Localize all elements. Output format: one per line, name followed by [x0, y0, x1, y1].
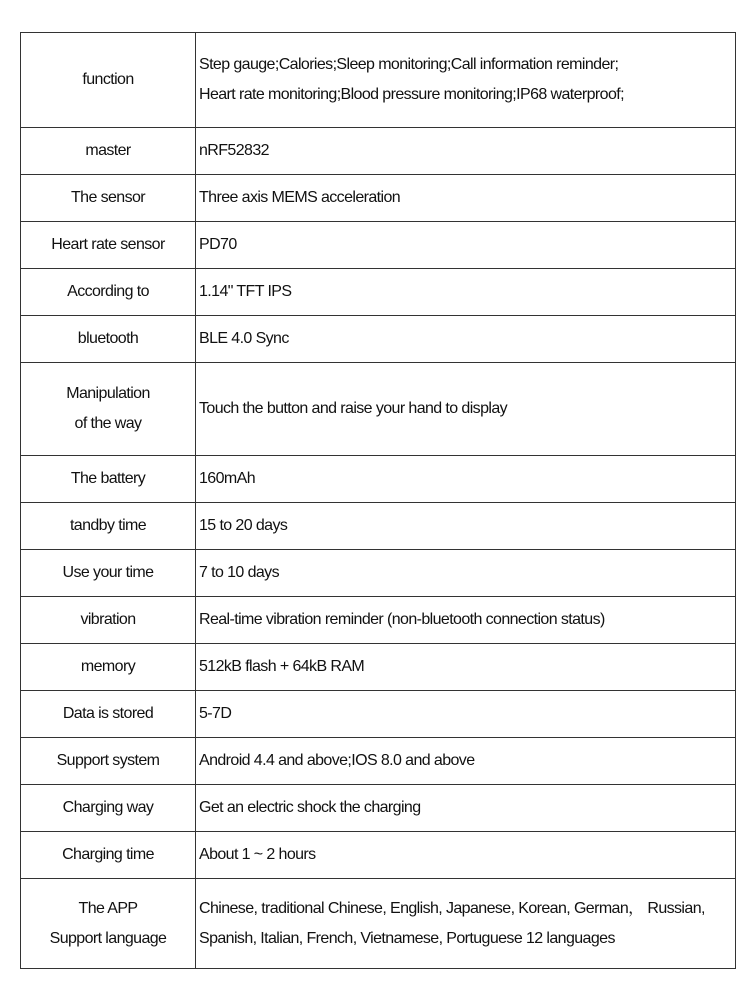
spec-value-cell	[196, 128, 736, 175]
spec-row	[21, 550, 736, 597]
spec-row	[21, 363, 736, 456]
spec-label: memory	[80, 658, 136, 675]
spec-value-cell	[196, 456, 736, 503]
spec-label: Use your time	[62, 564, 154, 581]
spec-label-cell	[21, 363, 196, 456]
spec-value: Real-time vibration reminder (non-bluetooth connection status)	[199, 611, 605, 628]
spec-value: Touch the button and raise your hand to display	[199, 400, 508, 417]
spec-row	[21, 503, 736, 550]
spec-value-cell	[196, 644, 736, 691]
spec-value-cell	[196, 691, 736, 738]
spec-label-cell	[21, 222, 196, 269]
spec-value-cell	[196, 550, 736, 597]
spec-value: nRF52832	[199, 142, 269, 159]
spec-label-cell	[21, 879, 196, 969]
spec-value-cell	[196, 222, 736, 269]
spec-label: Manipulation	[66, 385, 150, 402]
spec-row	[21, 222, 736, 269]
spec-row	[21, 128, 736, 175]
spec-label-cell	[21, 175, 196, 222]
spec-label: Heart rate sensor	[51, 236, 165, 253]
spec-row	[21, 832, 736, 879]
spec-row	[21, 269, 736, 316]
spec-value: Android 4.4 and above;IOS 8.0 and above	[199, 752, 475, 769]
spec-value: 160mAh	[199, 470, 255, 487]
spec-row	[21, 879, 736, 969]
spec-label-cell	[21, 503, 196, 550]
spec-value-cell	[196, 175, 736, 222]
spec-value: About 1 ~ 2 hours	[199, 846, 316, 863]
spec-label: The APP	[78, 899, 138, 917]
spec-value: 512kB flash + 64kB RAM	[199, 658, 365, 675]
spec-value-cell	[196, 597, 736, 644]
spec-value: Get an electric shock the charging	[199, 799, 421, 816]
spec-label: function	[82, 71, 134, 88]
spec-row	[21, 316, 736, 363]
spec-value: 1.14" TFT IPS	[199, 283, 292, 300]
spec-label-cell	[21, 785, 196, 832]
spec-table	[20, 32, 736, 969]
spec-value: 5-7D	[199, 705, 232, 722]
spec-value: Heart rate monitoring;Blood pressure monitoring;IP68 waterproof;	[199, 86, 624, 103]
spec-label: tandby time	[69, 517, 147, 534]
spec-value-cell	[196, 785, 736, 832]
spec-value: Three axis MEMS acceleration	[199, 189, 401, 206]
spec-label-cell	[21, 456, 196, 503]
spec-label-cell	[21, 550, 196, 597]
spec-label-cell	[21, 738, 196, 785]
spec-value-cell	[196, 738, 736, 785]
spec-value: 15 to 20 days	[199, 517, 288, 534]
spec-label: master	[85, 142, 131, 159]
spec-label-cell	[21, 644, 196, 691]
spec-label-cell	[21, 691, 196, 738]
spec-value-cell	[196, 363, 736, 456]
spec-row	[21, 691, 736, 738]
spec-label: vibration	[80, 611, 136, 628]
spec-row	[21, 456, 736, 503]
spec-value-cell	[196, 33, 736, 128]
spec-label: bluetooth	[77, 330, 139, 347]
spec-row	[21, 644, 736, 691]
spec-label-cell	[21, 316, 196, 363]
spec-label: According to	[67, 283, 149, 300]
spec-value: Step gauge;Calories;Sleep monitoring;Call information reminder;	[199, 56, 619, 73]
spec-value-cell	[196, 879, 736, 969]
spec-row	[21, 597, 736, 644]
spec-value-cell	[196, 832, 736, 879]
spec-label: The battery	[70, 470, 146, 487]
spec-label: The sensor	[70, 189, 146, 206]
spec-row	[21, 785, 736, 832]
spec-value-cell	[196, 269, 736, 316]
spec-label: Data is stored	[62, 705, 154, 722]
spec-value: Spanish, Italian, French, Vietnamese, Portuguese 12 languages	[199, 929, 615, 947]
spec-value: BLE 4.0 Sync	[199, 330, 289, 347]
spec-label: Support language	[49, 929, 167, 947]
spec-label-cell	[21, 832, 196, 879]
spec-table-body	[21, 33, 736, 969]
spec-value-cell	[196, 316, 736, 363]
spec-row	[21, 175, 736, 222]
spec-label-cell	[21, 597, 196, 644]
spec-label: Charging way	[62, 799, 154, 816]
spec-value: 7 to 10 days	[199, 564, 279, 581]
spec-label-cell	[21, 269, 196, 316]
spec-row	[21, 738, 736, 785]
spec-value: PD70	[199, 236, 237, 253]
spec-value-cell	[196, 503, 736, 550]
spec-label-cell	[21, 33, 196, 128]
spec-label: Support system	[56, 752, 160, 769]
spec-label: Charging time	[62, 846, 154, 863]
spec-label-cell	[21, 128, 196, 175]
spec-label: of the way	[74, 415, 142, 432]
spec-row	[21, 33, 736, 128]
spec-value: Chinese, traditional Chinese, English, Japanese, Korean, German， Russian,	[199, 899, 705, 917]
